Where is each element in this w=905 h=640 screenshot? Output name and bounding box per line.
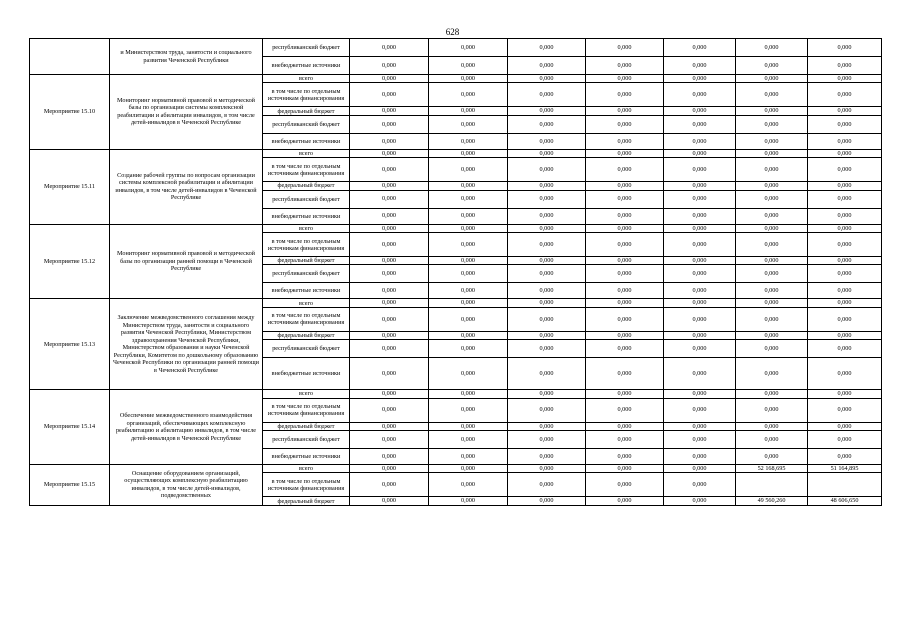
- funding-source: республиканский бюджет: [263, 340, 350, 358]
- funding-source: республиканский бюджет: [263, 190, 350, 208]
- amount-cell: 0,000: [429, 190, 508, 208]
- funding-source: федеральный бюджет: [263, 182, 350, 190]
- table-row: [30, 465, 882, 473]
- page-number: 628: [445, 27, 460, 37]
- financing-table-body: [30, 39, 882, 506]
- amount-cell: 0,000: [350, 390, 429, 398]
- amount-cell: 0,000: [736, 57, 808, 75]
- amount-cell: 0,000: [508, 208, 586, 224]
- amount-cell: 0,000: [586, 283, 664, 299]
- amount-cell: 0,000: [586, 390, 664, 398]
- table-row: [30, 39, 882, 57]
- amount-cell: 0,000: [508, 307, 586, 331]
- amount-cell: 0,000: [736, 75, 808, 83]
- amount-cell: 0,000: [736, 398, 808, 422]
- amount-cell: 0,000: [586, 107, 664, 115]
- amount-cell: 0,000: [350, 75, 429, 83]
- amount-cell: 0,000: [808, 307, 882, 331]
- amount-cell: 0,000: [664, 224, 736, 232]
- amount-cell: 0,000: [586, 149, 664, 157]
- amount-cell: 0,000: [350, 398, 429, 422]
- amount-cell: 0,000: [586, 265, 664, 283]
- amount-cell: 0,000: [664, 497, 736, 505]
- amount-cell: 0,000: [508, 473, 586, 497]
- amount-cell: 0,000: [808, 149, 882, 157]
- amount-cell: 0,000: [586, 224, 664, 232]
- amount-cell: 0,000: [429, 158, 508, 182]
- amount-cell: 0,000: [508, 449, 586, 465]
- funding-source: республиканский бюджет: [263, 115, 350, 133]
- amount-cell: 0,000: [736, 133, 808, 149]
- amount-cell: 0,000: [429, 107, 508, 115]
- funding-source: всего: [263, 465, 350, 473]
- amount-cell: 0,000: [508, 257, 586, 265]
- amount-cell: 0,000: [350, 497, 429, 505]
- amount-cell: 0,000: [429, 307, 508, 331]
- amount-cell: 0,000: [429, 75, 508, 83]
- amount-cell: 0,000: [736, 283, 808, 299]
- amount-cell: 0,000: [508, 224, 586, 232]
- amount-cell: 0,000: [429, 83, 508, 107]
- amount-cell: 0,000: [736, 390, 808, 398]
- amount-cell: 0,000: [664, 208, 736, 224]
- amount-cell: 0,000: [664, 340, 736, 358]
- amount-cell: 0,000: [664, 422, 736, 430]
- amount-cell: 0,000: [736, 449, 808, 465]
- table-row: [30, 299, 882, 307]
- funding-source: в том числе по отдельным источникам финансирования: [263, 398, 350, 422]
- funding-source: всего: [263, 299, 350, 307]
- funding-source: внебюджетные источники: [263, 449, 350, 465]
- amount-cell: 0,000: [664, 299, 736, 307]
- amount-cell: 0,000: [808, 83, 882, 107]
- amount-cell: 0,000: [429, 449, 508, 465]
- table-row: [30, 390, 882, 398]
- amount-cell: 0,000: [736, 265, 808, 283]
- amount-cell: 0,000: [664, 358, 736, 390]
- amount-cell: 51 164,895: [808, 465, 882, 473]
- amount-cell: 0,000: [350, 431, 429, 449]
- amount-cell: 0,000: [808, 422, 882, 430]
- amount-cell: 0,000: [736, 233, 808, 257]
- amount-cell: 0,000: [586, 182, 664, 190]
- amount-cell: 0,000: [664, 449, 736, 465]
- amount-cell: 0,000: [586, 497, 664, 505]
- amount-cell: 0,000: [664, 115, 736, 133]
- amount-cell: 0,000: [664, 75, 736, 83]
- amount-cell: 0,000: [808, 190, 882, 208]
- amount-cell: 0,000: [736, 224, 808, 232]
- amount-cell: 0,000: [586, 307, 664, 331]
- amount-cell: 0,000: [736, 158, 808, 182]
- amount-cell: 0,000: [664, 331, 736, 339]
- amount-cell: 0,000: [508, 233, 586, 257]
- amount-cell: 0,000: [808, 208, 882, 224]
- amount-cell: 0,000: [350, 39, 429, 57]
- amount-cell: 0,000: [808, 257, 882, 265]
- amount-cell: 0,000: [664, 190, 736, 208]
- amount-cell: 0,000: [586, 57, 664, 75]
- table-row: [30, 149, 882, 157]
- amount-cell: 0,000: [508, 358, 586, 390]
- amount-cell: [808, 473, 882, 497]
- amount-cell: 49 560,260: [736, 497, 808, 505]
- amount-cell: 0,000: [429, 233, 508, 257]
- amount-cell: 0,000: [429, 465, 508, 473]
- amount-cell: 0,000: [808, 39, 882, 57]
- amount-cell: 0,000: [808, 115, 882, 133]
- funding-source: в том числе по отдельным источникам финансирования: [263, 158, 350, 182]
- amount-cell: 0,000: [508, 190, 586, 208]
- amount-cell: 0,000: [429, 115, 508, 133]
- amount-cell: 0,000: [508, 57, 586, 75]
- amount-cell: 0,000: [508, 149, 586, 157]
- amount-cell: 0,000: [350, 265, 429, 283]
- amount-cell: 0,000: [664, 257, 736, 265]
- amount-cell: 0,000: [350, 190, 429, 208]
- amount-cell: 0,000: [350, 83, 429, 107]
- activity-name: [30, 39, 110, 75]
- amount-cell: 0,000: [736, 83, 808, 107]
- amount-cell: 0,000: [664, 107, 736, 115]
- amount-cell: 0,000: [586, 158, 664, 182]
- amount-cell: 0,000: [586, 473, 664, 497]
- amount-cell: 0,000: [736, 115, 808, 133]
- amount-cell: 0,000: [429, 431, 508, 449]
- amount-cell: 0,000: [586, 257, 664, 265]
- amount-cell: 0,000: [808, 340, 882, 358]
- amount-cell: 0,000: [508, 465, 586, 473]
- funding-source: федеральный бюджет: [263, 422, 350, 430]
- amount-cell: 0,000: [508, 283, 586, 299]
- activity-description: Создание рабочей группы по вопросам организации системы комплексной реабилитации и абилитации инвалидов, в том числе детей-инвалидов в Чеченской Республике: [110, 149, 263, 224]
- amount-cell: 0,000: [350, 331, 429, 339]
- amount-cell: 0,000: [429, 208, 508, 224]
- amount-cell: 0,000: [586, 422, 664, 430]
- amount-cell: 0,000: [664, 158, 736, 182]
- amount-cell: 0,000: [508, 398, 586, 422]
- amount-cell: 0,000: [736, 190, 808, 208]
- amount-cell: 0,000: [586, 398, 664, 422]
- activity-description: Оснащение оборудованием организаций, осуществляющих комплексную реабилитацию инвалидов, в том числе детей-инвалидов, подведомственных: [110, 465, 263, 506]
- amount-cell: 0,000: [508, 265, 586, 283]
- amount-cell: 0,000: [808, 133, 882, 149]
- amount-cell: 0,000: [808, 449, 882, 465]
- amount-cell: 0,000: [586, 331, 664, 339]
- amount-cell: 0,000: [429, 265, 508, 283]
- amount-cell: 0,000: [664, 57, 736, 75]
- amount-cell: 0,000: [808, 390, 882, 398]
- amount-cell: 0,000: [664, 133, 736, 149]
- amount-cell: 0,000: [350, 422, 429, 430]
- amount-cell: 0,000: [808, 158, 882, 182]
- amount-cell: 0,000: [586, 83, 664, 107]
- funding-source: в том числе по отдельным источникам финансирования: [263, 233, 350, 257]
- funding-source: всего: [263, 224, 350, 232]
- amount-cell: 0,000: [350, 283, 429, 299]
- amount-cell: 0,000: [808, 182, 882, 190]
- amount-cell: 0,000: [350, 473, 429, 497]
- activity-description: Обеспечение межведомственного взаимодействия организаций, обеспечивающих комплексную реабилитацию и абилитацию инвалидов, в том числе детей-инвалидов в Чеченской Республике: [110, 390, 263, 465]
- amount-cell: 0,000: [350, 233, 429, 257]
- amount-cell: [736, 473, 808, 497]
- amount-cell: 52 168,695: [736, 465, 808, 473]
- activity-name: Мероприятие 15.14: [30, 390, 110, 465]
- amount-cell: 0,000: [429, 283, 508, 299]
- amount-cell: 0,000: [664, 182, 736, 190]
- funding-source: внебюджетные источники: [263, 133, 350, 149]
- amount-cell: 0,000: [586, 340, 664, 358]
- amount-cell: 0,000: [508, 75, 586, 83]
- amount-cell: 0,000: [664, 233, 736, 257]
- amount-cell: 0,000: [508, 83, 586, 107]
- amount-cell: 0,000: [808, 398, 882, 422]
- amount-cell: 0,000: [736, 331, 808, 339]
- amount-cell: 0,000: [664, 307, 736, 331]
- amount-cell: 0,000: [350, 182, 429, 190]
- amount-cell: 0,000: [508, 182, 586, 190]
- activity-name: Мероприятие 15.11: [30, 149, 110, 224]
- amount-cell: 0,000: [736, 299, 808, 307]
- amount-cell: 0,000: [664, 265, 736, 283]
- amount-cell: 0,000: [350, 257, 429, 265]
- amount-cell: 0,000: [350, 299, 429, 307]
- amount-cell: 0,000: [429, 358, 508, 390]
- amount-cell: 0,000: [736, 431, 808, 449]
- amount-cell: 0,000: [586, 431, 664, 449]
- activity-description: Мониторинг нормативной правовой и методической базы по организации системы комплексной реабилитации и абилитации инвалидов, в том числе детей-инвалидов в Чеченской Республике: [110, 75, 263, 150]
- amount-cell: 0,000: [429, 398, 508, 422]
- amount-cell: 0,000: [586, 299, 664, 307]
- amount-cell: 0,000: [350, 224, 429, 232]
- amount-cell: 0,000: [429, 182, 508, 190]
- amount-cell: 0,000: [808, 107, 882, 115]
- amount-cell: 0,000: [508, 431, 586, 449]
- activity-name: Мероприятие 15.13: [30, 299, 110, 390]
- amount-cell: 0,000: [350, 449, 429, 465]
- funding-source: республиканский бюджет: [263, 265, 350, 283]
- amount-cell: 0,000: [808, 431, 882, 449]
- amount-cell: 0,000: [350, 307, 429, 331]
- amount-cell: 0,000: [808, 265, 882, 283]
- table-row: [30, 75, 882, 83]
- amount-cell: 0,000: [664, 398, 736, 422]
- amount-cell: 0,000: [736, 39, 808, 57]
- funding-source: всего: [263, 75, 350, 83]
- amount-cell: 0,000: [586, 449, 664, 465]
- amount-cell: 0,000: [736, 307, 808, 331]
- amount-cell: 0,000: [429, 133, 508, 149]
- activity-description: Заключение межведомственного соглашения между Министерством труда, занятости и социального развития Чеченской Республики, Министерством здравоохранения Чеченской Республики, Министерством образования и науки Чеченской Республики, Комитетом по дошкольному образованию Чеченской Республики по организации ранней помощи в Чеченской Республике: [110, 299, 263, 390]
- amount-cell: 0,000: [508, 133, 586, 149]
- funding-source: в том числе по отдельным источникам финансирования: [263, 307, 350, 331]
- activity-name: Мероприятие 15.12: [30, 224, 110, 299]
- amount-cell: 0,000: [429, 299, 508, 307]
- amount-cell: 0,000: [429, 39, 508, 57]
- amount-cell: 0,000: [508, 390, 586, 398]
- amount-cell: 0,000: [508, 39, 586, 57]
- financing-table: [29, 38, 882, 506]
- funding-source: всего: [263, 390, 350, 398]
- amount-cell: 0,000: [586, 75, 664, 83]
- amount-cell: 0,000: [586, 39, 664, 57]
- amount-cell: 0,000: [586, 358, 664, 390]
- amount-cell: 0,000: [664, 431, 736, 449]
- amount-cell: 0,000: [429, 390, 508, 398]
- amount-cell: 0,000: [350, 107, 429, 115]
- amount-cell: 0,000: [736, 149, 808, 157]
- amount-cell: 0,000: [664, 149, 736, 157]
- amount-cell: 0,000: [350, 115, 429, 133]
- funding-source: внебюджетные источники: [263, 358, 350, 390]
- amount-cell: 0,000: [808, 57, 882, 75]
- activity-description: Мониторинг нормативной правовой и методической базы по организации ранней помощи в Чеченской Республике: [110, 224, 263, 299]
- amount-cell: 0,000: [350, 158, 429, 182]
- amount-cell: 0,000: [736, 182, 808, 190]
- amount-cell: 0,000: [508, 340, 586, 358]
- amount-cell: 0,000: [508, 422, 586, 430]
- amount-cell: 0,000: [736, 208, 808, 224]
- amount-cell: 0,000: [586, 115, 664, 133]
- amount-cell: 0,000: [736, 257, 808, 265]
- amount-cell: 0,000: [586, 465, 664, 473]
- amount-cell: 0,000: [664, 39, 736, 57]
- amount-cell: 0,000: [508, 331, 586, 339]
- amount-cell: 0,000: [429, 340, 508, 358]
- amount-cell: 0,000: [350, 358, 429, 390]
- amount-cell: 0,000: [664, 283, 736, 299]
- amount-cell: 0,000: [508, 299, 586, 307]
- amount-cell: 0,000: [664, 465, 736, 473]
- funding-source: внебюджетные источники: [263, 208, 350, 224]
- table-row: [30, 224, 882, 232]
- amount-cell: 0,000: [586, 208, 664, 224]
- amount-cell: 0,000: [429, 497, 508, 505]
- funding-source: федеральный бюджет: [263, 497, 350, 505]
- amount-cell: 0,000: [429, 224, 508, 232]
- amount-cell: 0,000: [429, 422, 508, 430]
- amount-cell: 0,000: [808, 299, 882, 307]
- amount-cell: 0,000: [736, 358, 808, 390]
- funding-source: в том числе по отдельным источникам финансирования: [263, 83, 350, 107]
- amount-cell: 0,000: [664, 473, 736, 497]
- amount-cell: 48 606,650: [808, 497, 882, 505]
- funding-source: федеральный бюджет: [263, 331, 350, 339]
- amount-cell: 0,000: [808, 283, 882, 299]
- amount-cell: 0,000: [664, 83, 736, 107]
- amount-cell: 0,000: [586, 233, 664, 257]
- amount-cell: 0,000: [736, 340, 808, 358]
- amount-cell: 0,000: [808, 75, 882, 83]
- amount-cell: 0,000: [350, 133, 429, 149]
- funding-source: в том числе по отдельным источникам финансирования: [263, 473, 350, 497]
- amount-cell: 0,000: [350, 340, 429, 358]
- activity-description: и Министерством труда, занятости и социального развития Чеченской Республики: [110, 39, 263, 75]
- amount-cell: 0,000: [664, 390, 736, 398]
- activity-name: Мероприятие 15.10: [30, 75, 110, 150]
- funding-source: федеральный бюджет: [263, 257, 350, 265]
- amount-cell: 0,000: [808, 233, 882, 257]
- amount-cell: 0,000: [429, 473, 508, 497]
- amount-cell: 0,000: [586, 190, 664, 208]
- activity-name: Мероприятие 15.15: [30, 465, 110, 506]
- amount-cell: 0,000: [508, 497, 586, 505]
- amount-cell: 0,000: [429, 57, 508, 75]
- amount-cell: 0,000: [350, 465, 429, 473]
- amount-cell: 0,000: [429, 257, 508, 265]
- amount-cell: 0,000: [586, 133, 664, 149]
- amount-cell: 0,000: [429, 331, 508, 339]
- funding-source: республиканский бюджет: [263, 39, 350, 57]
- funding-source: федеральный бюджет: [263, 107, 350, 115]
- funding-source: всего: [263, 149, 350, 157]
- amount-cell: 0,000: [429, 149, 508, 157]
- funding-source: внебюджетные источники: [263, 57, 350, 75]
- amount-cell: 0,000: [736, 107, 808, 115]
- amount-cell: 0,000: [508, 107, 586, 115]
- amount-cell: 0,000: [808, 331, 882, 339]
- funding-source: внебюджетные источники: [263, 283, 350, 299]
- amount-cell: 0,000: [350, 208, 429, 224]
- amount-cell: 0,000: [808, 358, 882, 390]
- amount-cell: 0,000: [736, 422, 808, 430]
- funding-source: республиканский бюджет: [263, 431, 350, 449]
- amount-cell: 0,000: [508, 115, 586, 133]
- amount-cell: 0,000: [350, 149, 429, 157]
- amount-cell: 0,000: [808, 224, 882, 232]
- amount-cell: 0,000: [508, 158, 586, 182]
- amount-cell: 0,000: [350, 57, 429, 75]
